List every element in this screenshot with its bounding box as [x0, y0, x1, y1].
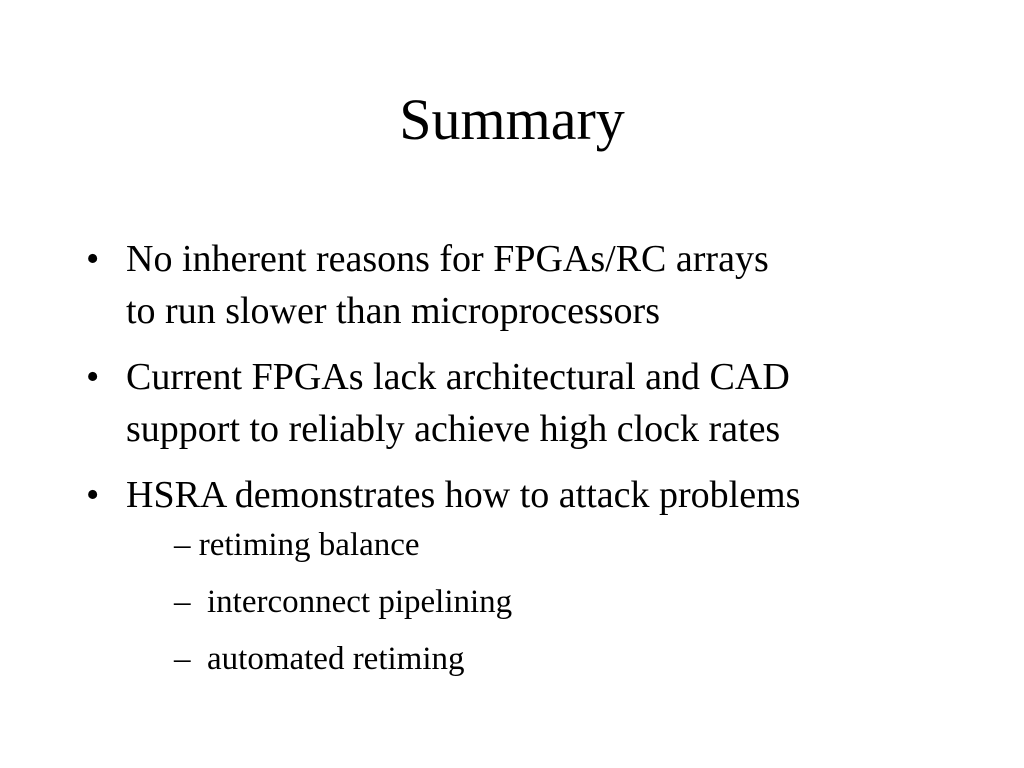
sub-bullet-item: – automated retiming — [174, 641, 465, 677]
bullet-marker: • — [86, 474, 100, 516]
sub-bullet-list — [126, 525, 986, 679]
bullet-text-line: to run slower than microprocessors — [126, 290, 660, 332]
bullet-text-line: No inherent reasons for FPGAs/RC arrays — [126, 238, 769, 280]
bullet-marker: • — [86, 238, 100, 280]
bullet-text-line: HSRA demonstrates how to attack problems — [126, 474, 801, 516]
bullet-item — [86, 469, 986, 679]
bullet-item — [86, 351, 986, 455]
sub-bullet-item: – retiming balance — [174, 527, 420, 563]
bullet-text-line: Current FPGAs lack architectural and CAD — [126, 356, 790, 398]
bullet-item — [86, 233, 986, 337]
bullet-text-line: support to reliably achieve high clock rates — [126, 408, 781, 450]
bullet-list — [86, 233, 986, 696]
sub-bullet-item: – interconnect pipelining — [174, 584, 513, 620]
bullet-marker: • — [86, 356, 100, 398]
slide-title: Summary — [399, 87, 625, 152]
